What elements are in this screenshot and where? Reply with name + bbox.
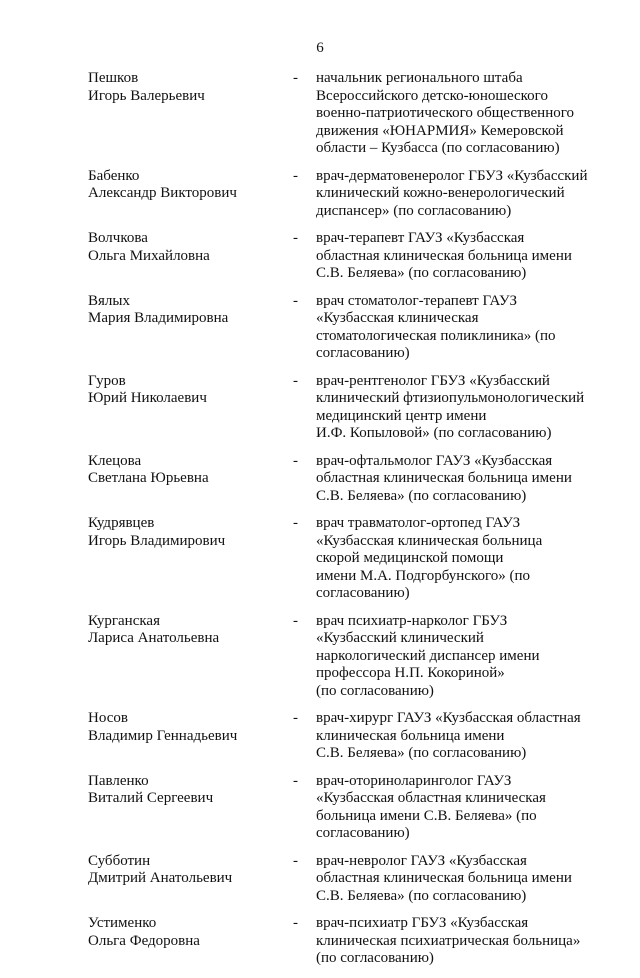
member-given-names: Ольга Федоровна xyxy=(88,932,200,949)
role-line: врач-офтальмолог ГАУЗ «Кузбасская xyxy=(316,452,553,469)
member-role xyxy=(316,230,606,283)
member-role xyxy=(316,773,606,843)
member-surname: Пешков xyxy=(88,70,139,86)
role-line: врач-рентгенолог ГБУЗ «Кузбасский xyxy=(316,372,550,389)
role-line: больница имени С.В. Беляева» (по xyxy=(316,807,537,824)
member-entry xyxy=(88,773,608,843)
member-given-names: Ольга Михайловна xyxy=(88,247,210,264)
role-line: (по согласованию) xyxy=(316,950,434,966)
page-number: 6 xyxy=(316,40,324,56)
member-entry xyxy=(88,915,608,968)
member-surname: Устименко xyxy=(88,915,157,931)
role-line: С.В. Беляева» (по согласованию) xyxy=(316,487,527,504)
role-line: С.В. Беляева» (по согласованию) xyxy=(316,887,527,904)
member-role xyxy=(316,613,606,701)
member-surname: Павленко xyxy=(88,772,149,789)
member-entry xyxy=(88,70,608,158)
role-line: имени М.А. Подгорбунского» (по xyxy=(316,567,531,584)
role-line: профессора Н.П. Кокориной» xyxy=(316,665,505,681)
member-name xyxy=(88,373,288,408)
separator-dash: - xyxy=(293,772,298,789)
member-surname: Вялых xyxy=(88,292,130,309)
member-given-names: Лариса Анатольевна xyxy=(88,630,220,646)
role-line: врач стоматолог-терапевт ГАУЗ xyxy=(316,292,517,309)
role-line: областная клиническая больница имени xyxy=(316,870,572,886)
role-line: медицинский центр имени xyxy=(316,407,487,424)
member-name xyxy=(88,915,288,950)
role-line: врач-дерматовенеролог ГБУЗ «Кузбасский xyxy=(316,167,588,184)
member-surname: Субботин xyxy=(88,852,151,869)
member-role xyxy=(316,373,606,443)
separator-dash: - xyxy=(293,167,298,184)
member-name xyxy=(88,293,288,328)
member-entry xyxy=(88,453,608,506)
member-entry xyxy=(88,230,608,283)
role-line: врач-невролог ГАУЗ «Кузбасская xyxy=(316,852,527,869)
role-line: согласованию) xyxy=(316,825,410,841)
member-name xyxy=(88,853,288,888)
role-line: врач-оториноларинголог ГАУЗ xyxy=(316,772,512,789)
role-line: области – Кузбасса (по согласованию) xyxy=(316,140,560,156)
role-line: согласованию) xyxy=(316,345,410,361)
member-name xyxy=(88,70,288,105)
role-line: И.Ф. Копыловой» (по согласованию) xyxy=(316,425,552,441)
role-line: врач-терапевт ГАУЗ «Кузбасская xyxy=(316,230,525,246)
role-line: военно-патриотического общественного xyxy=(316,105,575,121)
member-entry xyxy=(88,168,608,221)
role-line: врач травматолог-ортопед ГАУЗ xyxy=(316,515,521,531)
member-surname: Носов xyxy=(88,710,128,726)
member-given-names: Дмитрий Анатольевич xyxy=(88,870,233,886)
member-given-names: Александр Викторович xyxy=(88,185,237,201)
member-name xyxy=(88,168,288,203)
member-role xyxy=(316,853,606,906)
member-surname: Бабенко xyxy=(88,167,140,184)
role-line: согласованию) xyxy=(316,585,410,601)
role-line: клиническая больница имени xyxy=(316,727,505,744)
role-line: клиническая психиатрическая больница» xyxy=(316,932,581,949)
role-line: Всероссийского детско-юношеского xyxy=(316,87,548,104)
member-name xyxy=(88,453,288,488)
role-line: начальник регионального штаба xyxy=(316,70,523,86)
member-surname: Волчкова xyxy=(88,230,148,246)
role-line: (по согласованию) xyxy=(316,682,434,699)
member-name xyxy=(88,710,288,745)
member-entry xyxy=(88,293,608,363)
separator-dash: - xyxy=(293,515,298,531)
member-given-names: Юрий Николаевич xyxy=(88,390,207,406)
member-name xyxy=(88,515,288,550)
member-given-names: Светлана Юрьевна xyxy=(88,470,209,486)
separator-dash: - xyxy=(293,372,298,389)
member-entry xyxy=(88,613,608,701)
role-line: областная клиническая больница имени xyxy=(316,247,572,264)
member-given-names: Владимир Геннадьевич xyxy=(88,727,238,744)
member-role xyxy=(316,710,606,763)
member-surname: Кудрявцев xyxy=(88,515,155,531)
role-line: врач-хирург ГАУЗ «Кузбасская областная xyxy=(316,710,581,726)
member-entry xyxy=(88,710,608,763)
role-line: движения «ЮНАРМИЯ» Кемеровской xyxy=(316,122,564,139)
separator-dash: - xyxy=(293,230,298,246)
role-line: областная клиническая больница имени xyxy=(316,470,572,486)
member-given-names: Игорь Валерьевич xyxy=(88,87,205,104)
member-name xyxy=(88,773,288,808)
role-line: скорой медицинской помощи xyxy=(316,550,504,566)
member-role xyxy=(316,515,606,603)
member-role xyxy=(316,453,606,506)
member-given-names: Виталий Сергеевич xyxy=(88,790,214,806)
separator-dash: - xyxy=(293,70,298,86)
role-line: «Кузбасская областная клиническая xyxy=(316,790,546,806)
role-line: клинический кожно-венерологический xyxy=(316,185,565,201)
role-line: клинический фтизиопульмонологический xyxy=(316,390,585,406)
member-given-names: Мария Владимировна xyxy=(88,310,229,326)
member-role xyxy=(316,915,606,968)
separator-dash: - xyxy=(293,852,298,869)
separator-dash: - xyxy=(293,612,298,629)
member-role xyxy=(316,70,606,158)
member-entry xyxy=(88,853,608,906)
separator-dash: - xyxy=(293,452,298,469)
role-line: «Кузбасская клиническая больница xyxy=(316,532,543,549)
member-role xyxy=(316,293,606,363)
member-surname: Курганская xyxy=(88,612,160,629)
member-entry xyxy=(88,515,608,603)
member-given-names: Игорь Владимирович xyxy=(88,532,226,549)
role-line: С.В. Беляева» (по согласованию) xyxy=(316,745,527,761)
separator-dash: - xyxy=(293,915,298,931)
role-line: врач психиатр-нарколог ГБУЗ xyxy=(316,612,508,629)
role-line: «Кузбасская клиническая xyxy=(316,310,479,326)
separator-dash: - xyxy=(293,710,298,726)
member-role xyxy=(316,168,606,221)
member-entry xyxy=(88,373,608,443)
role-line: врач-психиатр ГБУЗ «Кузбасская xyxy=(316,915,529,931)
role-line: диспансер» (по согласованию) xyxy=(316,202,512,219)
separator-dash: - xyxy=(293,292,298,309)
commission-member-list xyxy=(88,70,608,978)
role-line: «Кузбасский клинический xyxy=(316,630,484,646)
role-line: стоматологическая поликлиника» (по xyxy=(316,327,556,344)
member-name xyxy=(88,613,288,648)
member-name xyxy=(88,230,288,265)
member-surname: Гуров xyxy=(88,372,126,389)
member-surname: Клецова xyxy=(88,452,142,469)
role-line: С.В. Беляева» (по согласованию) xyxy=(316,265,527,281)
role-line: наркологический диспансер имени xyxy=(316,647,540,664)
